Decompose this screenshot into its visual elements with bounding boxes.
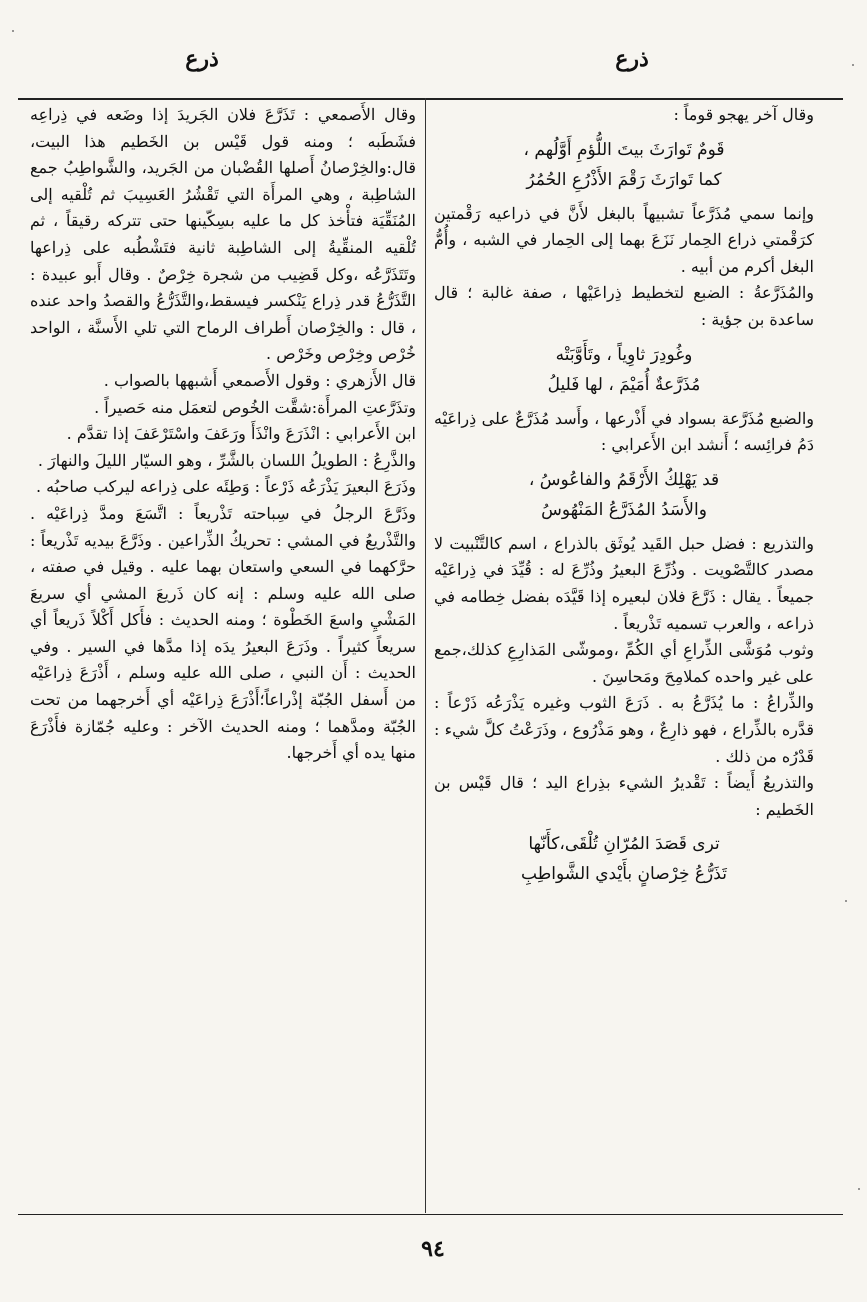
verse-line: كما تَوارَثَ رَقْمَ الأَذْرُعِ الحُمُرُ <box>526 169 722 190</box>
left-paragraph-2: قال الأَزهري : وقول الأَصمعي أَشبهها بالصواب . <box>103 370 416 390</box>
right-paragraph-5: والتذريع : فضل حبل القَيد يُوثَق بالذراع ، اسم كالتَّنْبيت لا مصدر كالتَّصْويت . وذُرِّعَ البعيرُ وذُرِّعَ له : قُيِّدَ في ذِراعَيْه جميعاً . يقال : ذَرَّعَ فلان لبعيره إذا قَيَّدَه بفضل خِطامه في ذراعه ، والعرب تسميه تَذْريعاً . <box>434 533 814 633</box>
scan-speck <box>858 1188 860 1190</box>
left-paragraph-7: وذَرَّعَ الرجلُ في سِباحته تَذْريعاً : اتَّسَعَ ومدَّ ذِراعَيْه . والتَّذْريعُ في المشي : تحريكُ الذِّراعين . وذَرَّعَ بيديه تَذْريعاً : حرَّكهما في السعي واستعان بهما عليه . وقيل في صفته ، صلى الله عليه وسلم : إنه كان ذَريعَ المشي أي سريعَ المَشْيِ واسعَ الخَطْوة ؛ ومنه الحديث : فأَكل أَكْلاً ذَريعاً أي سريعاً كثيراً . وذَرَعَ البعيرُ يدَه إذا مدَّها في السير . وفي الحديث : أَن النبي ، صلى الله عليه وسلم ، أَذْرَعَ ذِراعَيْه من أَسفل الجُبّة إذْراعاً؛أَذْرَعَ ذِراعَيْه أي أَخرجهما من تحت الجُبّة ومدَّهما ؛ ومنه الحديث الآخر : وعليه جُمّازة فأَذْرَعَ منها يده أي أَخرجها. <box>30 503 416 763</box>
scan-speck <box>12 30 14 32</box>
verse-line: ترى قَصَدَ المُرّانِ تُلْقَى،كأَنّها <box>528 834 720 855</box>
verse-line: قد يَهْلِكُ الأَرْقَمُ والفاعُوسُ ، <box>528 469 720 490</box>
right-paragraph-8: والتذريعُ أَيضاً : تَقْديرُ الشيء بذِراع اليد ؛ قال قَيْس بن الخَطيم : <box>434 773 814 819</box>
scan-speck <box>852 64 854 66</box>
right-verse-2 <box>434 340 814 400</box>
left-paragraph-6: وذَرَعَ البعيرَ يَذْرَعُه ذَرْعاً : وَطِئَه على ذِراعه ليركب صاحبُه . <box>35 477 416 497</box>
verse-line: مُذَرَّعةٌ أُمَيْمَ ، لها فَليلُ <box>547 374 701 395</box>
right-column <box>434 100 814 1212</box>
right-paragraph-4: والضبع مُذَرَّعة بسواد في أَذْرعها ، وأَسد مُذَرَّعٌ على ذِراعَيْه دَمُ فرائِسه ؛ أَنشد ابن الأَعرابي : <box>434 408 814 455</box>
right-verse-1 <box>434 135 814 195</box>
right-paragraph-2: وإنما سمي مُذَرَّعاً تشبيهاً بالبغل لأَنَّ في ذراعيه رَقْمتين كرَقْمتي ذراع الحِمار نَزَعَ بهما إلى الحِمار في الشبه ، وأُمُّ البغل أكرم من أبيه . <box>434 203 814 276</box>
right-paragraph-1: وقال آخر يهجو قوماً : <box>673 105 814 124</box>
verse-line: قَومٌ تَوارَثَ بيتَ اللُّؤمِ أَوَّلُهم ، <box>523 139 725 160</box>
right-paragraph-7: والذِّراعُ : ما يُذَرَّعُ به . ذَرَعَ الثوب وغيره يَذْرَعُه ذَرْعاً : قدَّره بالذِّراع ، فهو ذارِعٌ ، وهو مَذْرُوع ، وذَرَعْتُ كلَّ شيء : قَدْرُه من ذلك . <box>434 693 814 766</box>
left-paragraph-3: وتذَرَّعتِ المرأَة:شقَّت الخُوص لتعمَل منه حَصيراً . <box>94 397 416 417</box>
left-paragraph-4: ابن الأَعرابي : انْذَرَعَ وانْذَأَ ورَعَفَ واسْتَرْعَفَ إذا تقدَّم . <box>66 424 416 444</box>
left-column <box>30 100 416 1212</box>
left-header-title: ذرع <box>185 46 219 72</box>
left-paragraph-1: وقال الأَصمعي : تَذَرَّعَ فلان الجَريدَ إذا وضَعه في ذِراعِه فشَطَبه ؛ ومنه قول قَيْس بن الخَطيم هذا البيت، قال:والخِرْصانُ أَصلها القُضْبان من الجَريد، والشَّواطِبُ جمع الشاطِبة ، وهي المرأَة التي تَقْشُرُ العَسِيبَ ثم تُلْقيه إلى المُنَقِّيَة فتأْخذ كل ما عليه بسِكّينها حتى تتركه رقيقاً ، ثم تُلْقيه المنقِّيةُ إلى الشاطِبة ثانية فتَشْطُبه على ذِراعها وتَتَذَرَّعُه ،وكل قَضِيب من شجرة خِرْصٌ . وقال أَبو عبيدة : التَّذَرُّعُ قدر ذِراع يَنْكسر فيسقط،والتَّذَرُّعُ والقصدُ واحد عنده ، قال : والخِرْصان أَطراف الرماح التي تلي الأَسنَّة ، الواحد خُرْص وخِرْص وخَرْص . <box>30 105 416 364</box>
bottom-rule <box>18 1214 843 1215</box>
right-header-title: ذرع <box>615 46 649 72</box>
right-verse-3 <box>434 465 814 525</box>
right-paragraph-6: وثوب مُوَشَّى الذِّراعِ أي الكُمِّ ،وموشّى المَذارِعِ كذلك،جمع على غير واحده كملامِحَ ومَحاسِنَ . <box>434 640 814 686</box>
left-paragraph-5: والذَّرِعُ : الطويلُ اللسان بالشَّرِّ ، وهو السيّار الليلَ والنهارَ . <box>37 450 416 470</box>
right-paragraph-3: والمُذَرَّعةُ : الضبع لتخطيط ذِراعَيْها ، صفة غالبة ؛ قال ساعدة بن جؤية : <box>434 283 814 329</box>
verse-line: والأَسَدُ المُذَرَّعُ المَنْهُوسُ <box>541 499 707 520</box>
verse-line: تَذَرُّعُ خِرْصانٍ بأَيْدي الشَّواطِبِ <box>521 864 727 885</box>
verse-line: وغُودِرَ ثاوِياً ، وتَأَوَّبَتْه <box>555 344 693 365</box>
column-separator <box>425 98 426 1213</box>
right-verse-4 <box>434 829 814 889</box>
page-number: ٩٤ <box>421 1236 445 1262</box>
scan-speck <box>845 900 847 902</box>
